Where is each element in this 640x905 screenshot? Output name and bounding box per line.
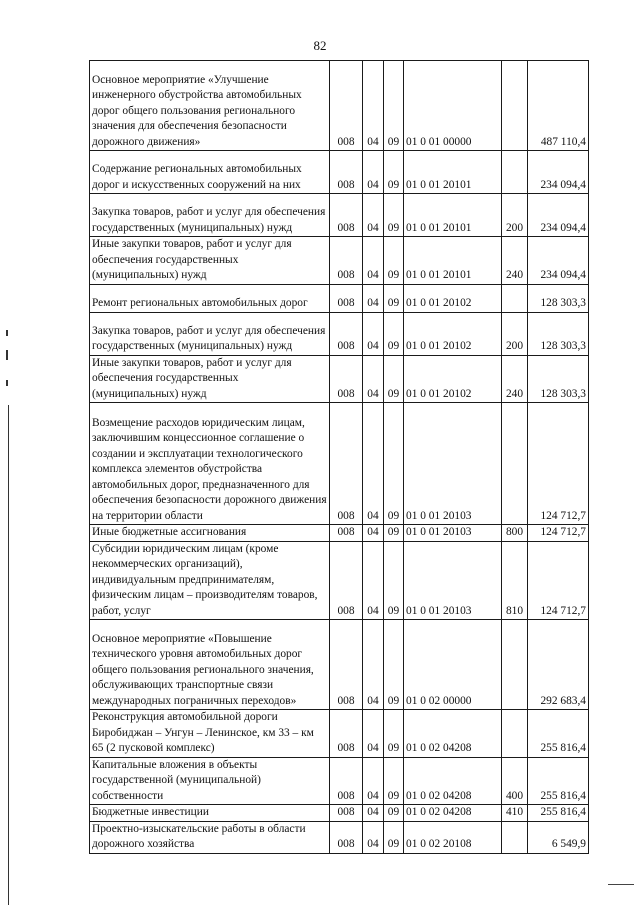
row-section: 04: [363, 194, 384, 237]
row-grbs: 008: [330, 312, 363, 355]
row-subsection: 09: [384, 525, 404, 542]
row-target-article: 01 0 02 04208: [404, 710, 502, 758]
row-subsection: 09: [384, 312, 404, 355]
table-row: [90, 61, 589, 151]
row-subsection: 09: [384, 194, 404, 237]
row-expense-type: [502, 151, 528, 194]
row-target-article: 01 0 01 20102: [404, 312, 502, 355]
table-row: [90, 821, 589, 853]
row-target-article: 01 0 01 20102: [404, 284, 502, 312]
table-row: [90, 757, 589, 805]
row-subsection: 09: [384, 237, 404, 285]
row-target-article: 01 0 01 20101: [404, 151, 502, 194]
row-expense-type: 410: [502, 805, 528, 822]
row-grbs: 008: [330, 237, 363, 285]
row-target-article: 01 0 01 00000: [404, 61, 502, 151]
row-subsection: 09: [384, 403, 404, 525]
row-grbs: 008: [330, 284, 363, 312]
row-target-article: 01 0 02 04208: [404, 757, 502, 805]
row-expense-type: 200: [502, 312, 528, 355]
row-expense-type: 810: [502, 541, 528, 620]
row-expense-type: [502, 710, 528, 758]
table-row: [90, 620, 589, 710]
table-row: [90, 541, 589, 620]
table-row: [90, 194, 589, 237]
table-row: [90, 403, 589, 525]
row-section: 04: [363, 151, 384, 194]
row-subsection: 09: [384, 710, 404, 758]
row-name: Ремонт региональных автомобильных дорог: [90, 284, 330, 312]
table-row: [90, 312, 589, 355]
row-amount: 128 303,3: [528, 284, 589, 312]
row-subsection: 09: [384, 151, 404, 194]
row-grbs: 008: [330, 61, 363, 151]
row-grbs: 008: [330, 403, 363, 525]
row-section: 04: [363, 821, 384, 853]
row-target-article: 01 0 01 20103: [404, 525, 502, 542]
row-amount: 255 816,4: [528, 710, 589, 758]
row-section: 04: [363, 312, 384, 355]
row-amount: 124 712,7: [528, 403, 589, 525]
row-grbs: 008: [330, 757, 363, 805]
row-subsection: 09: [384, 821, 404, 853]
row-grbs: 008: [330, 620, 363, 710]
row-amount: 487 110,4: [528, 61, 589, 151]
table-row: [90, 525, 589, 542]
row-expense-type: [502, 821, 528, 853]
row-grbs: 008: [330, 355, 363, 403]
row-target-article: 01 0 01 20103: [404, 541, 502, 620]
row-amount: 128 303,3: [528, 312, 589, 355]
budget-table-body: [90, 61, 589, 854]
table-row: [90, 710, 589, 758]
row-amount: 234 094,4: [528, 237, 589, 285]
row-target-article: 01 0 01 20102: [404, 355, 502, 403]
row-name: Содержание региональных автомобильных дорог и искусственных сооружений на них: [90, 151, 330, 194]
row-amount: 255 816,4: [528, 757, 589, 805]
table-row: [90, 151, 589, 194]
row-target-article: 01 0 01 20101: [404, 194, 502, 237]
table-row: [90, 237, 589, 285]
row-name: Капитальные вложения в объекты государственной (муниципальной) собственности: [90, 757, 330, 805]
row-expense-type: 400: [502, 757, 528, 805]
row-expense-type: [502, 284, 528, 312]
row-grbs: 008: [330, 821, 363, 853]
row-subsection: 09: [384, 355, 404, 403]
row-expense-type: [502, 403, 528, 525]
row-amount: 292 683,4: [528, 620, 589, 710]
row-amount: 234 094,4: [528, 194, 589, 237]
page-number: 82: [313, 38, 327, 53]
row-amount: 255 816,4: [528, 805, 589, 822]
row-name: Основное мероприятие «Повышение технического уровня автомобильных дорог общего пользования регионального значения, обслуживающих транспортные связи международных пограничных переходов»: [90, 620, 330, 710]
row-name: Проектно-изыскательские работы в области дорожного хозяйства: [90, 821, 330, 853]
budget-table: [89, 60, 589, 854]
row-expense-type: 240: [502, 237, 528, 285]
row-name: Возмещение расходов юридическим лицам, заключившим концессионное соглашение о создании и эксплуатации технологического комплекса элементов обустройства автомобильных дорог, предназначенного для обеспечения безопасности дорожного движения на территории области: [90, 403, 330, 525]
row-section: 04: [363, 620, 384, 710]
row-amount: 6 549,9: [528, 821, 589, 853]
row-section: 04: [363, 541, 384, 620]
row-grbs: 008: [330, 805, 363, 822]
row-amount: 128 303,3: [528, 355, 589, 403]
table-row: [90, 355, 589, 403]
row-subsection: 09: [384, 757, 404, 805]
row-section: 04: [363, 805, 384, 822]
row-target-article: 01 0 02 20108: [404, 821, 502, 853]
row-grbs: 008: [330, 151, 363, 194]
table-row: [90, 805, 589, 822]
table-row: [90, 284, 589, 312]
row-grbs: 008: [330, 710, 363, 758]
row-expense-type: 800: [502, 525, 528, 542]
row-section: 04: [363, 757, 384, 805]
row-section: 04: [363, 710, 384, 758]
row-expense-type: [502, 61, 528, 151]
row-expense-type: 200: [502, 194, 528, 237]
row-name: Реконструкция автомобильной дороги Биробиджан – Унгун – Ленинское, км 33 – км 65 (2 пусковой комплекс): [90, 710, 330, 758]
row-name: Закупка товаров, работ и услуг для обеспечения государственных (муниципальных) нужд: [90, 194, 330, 237]
row-name: Бюджетные инвестиции: [90, 805, 330, 822]
row-subsection: 09: [384, 620, 404, 710]
row-amount: 124 712,7: [528, 525, 589, 542]
row-target-article: 01 0 01 20103: [404, 403, 502, 525]
row-name: Субсидии юридическим лицам (кроме некоммерческих организаций), индивидуальным предпринимателям, физическим лицам – производителям товаров, работ, услуг: [90, 541, 330, 620]
row-subsection: 09: [384, 541, 404, 620]
row-name: Иные закупки товаров, работ и услуг для обеспечения государственных (муниципальных) нужд: [90, 355, 330, 403]
row-name: Иные закупки товаров, работ и услуг для обеспечения государственных (муниципальных) нужд: [90, 237, 330, 285]
row-target-article: 01 0 01 20101: [404, 237, 502, 285]
row-amount: 124 712,7: [528, 541, 589, 620]
row-expense-type: 240: [502, 355, 528, 403]
row-grbs: 008: [330, 194, 363, 237]
row-name: Иные бюджетные ассигнования: [90, 525, 330, 542]
row-name: Закупка товаров, работ и услуг для обеспечения государственных (муниципальных) нужд: [90, 312, 330, 355]
row-section: 04: [363, 284, 384, 312]
row-section: 04: [363, 355, 384, 403]
row-grbs: 008: [330, 541, 363, 620]
scan-edge-line: [608, 884, 634, 885]
row-subsection: 09: [384, 805, 404, 822]
row-target-article: 01 0 02 00000: [404, 620, 502, 710]
row-amount: 234 094,4: [528, 151, 589, 194]
row-section: 04: [363, 237, 384, 285]
row-name: Основное мероприятие «Улучшение инженерного обустройства автомобильных дорог общего пользования регионального значения для обеспечения безопасности дорожного движения»: [90, 61, 330, 151]
row-subsection: 09: [384, 61, 404, 151]
row-grbs: 008: [330, 525, 363, 542]
row-section: 04: [363, 61, 384, 151]
row-section: 04: [363, 525, 384, 542]
row-expense-type: [502, 620, 528, 710]
scan-margin-marks: [0, 0, 20, 905]
row-subsection: 09: [384, 284, 404, 312]
row-section: 04: [363, 403, 384, 525]
row-target-article: 01 0 02 04208: [404, 805, 502, 822]
